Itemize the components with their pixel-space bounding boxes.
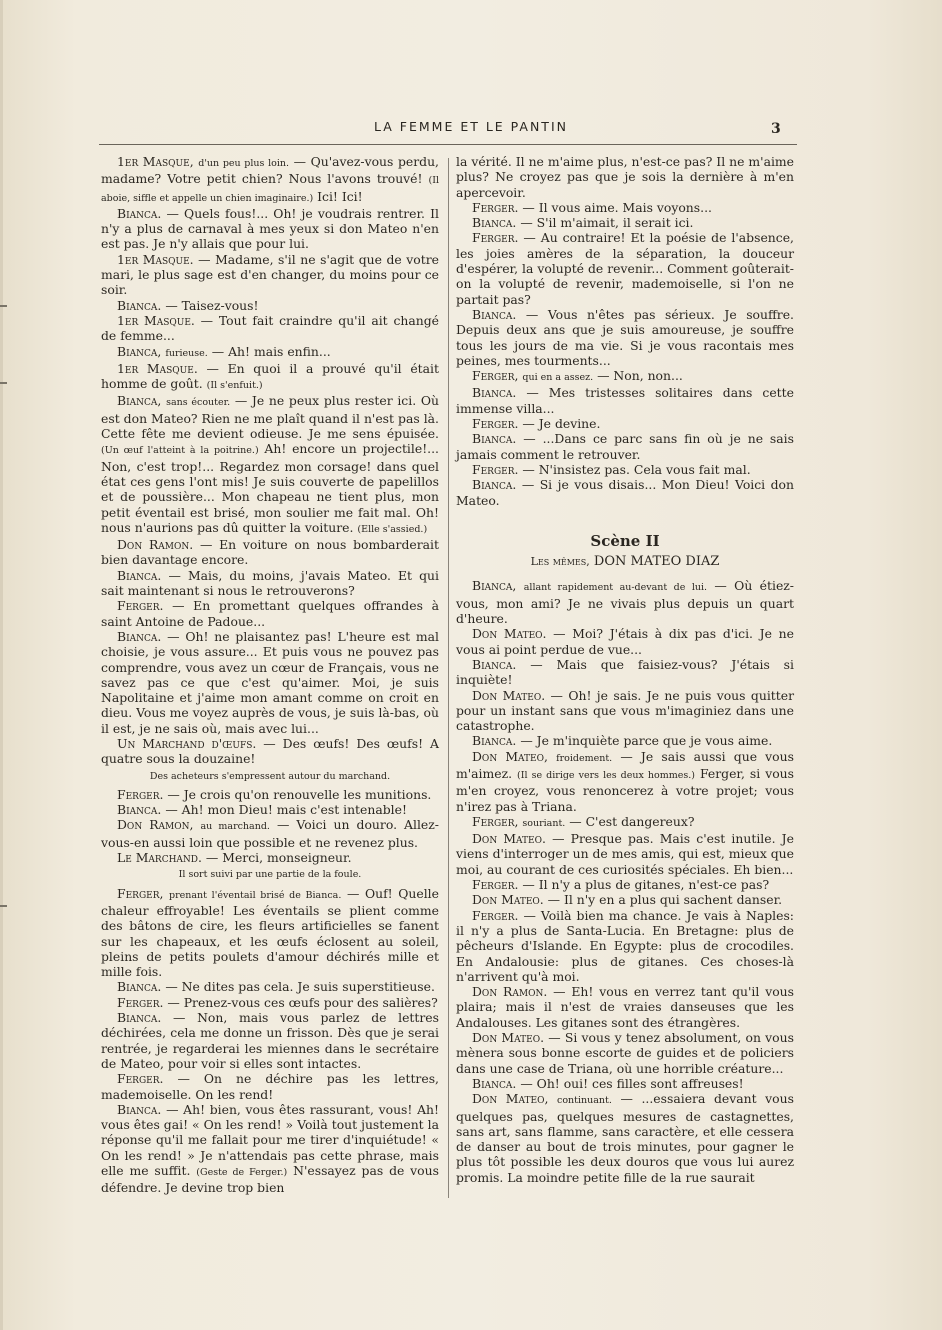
speech-text: — Oh! je sais. Je ne puis vous quitter pour un instant sans que vous m'imaginiez dans une catastrophe. bbox=[456, 687, 794, 734]
speech-text: — Non, mais vous parlez de lettres déchirées, cela me donne un frisson. Dès que je serai rentrée, je regarderai les miennes dans le secrétaire de Mateo, pour voir si elles sont intactes. bbox=[101, 1010, 439, 1071]
speech-text: — Ne dites pas cela. Je suis superstitieuse. bbox=[165, 979, 435, 995]
speech-paragraph bbox=[101, 787, 439, 802]
speaker-note: froidement. bbox=[556, 752, 613, 764]
speech-paragraph bbox=[456, 984, 794, 1030]
speech-paragraph bbox=[101, 802, 439, 817]
speaker-name: Ferger. bbox=[472, 416, 519, 432]
speech-text: — Oh! ne plaisantez pas! L'heure est mal choisie, je vous assure... Et puis vous ne pouvez pas comprendre, vous avez un cœur de Français, vous ne savez pas ce que c'est qu'aimer. Moi, je suis Napolitaine et j'aime mon amant comme on croit en dieu. Vous me voyez auprès de vous, je suis là-bas, où il est, je ne sais où, mais avec lui... bbox=[101, 628, 439, 736]
speech-paragraph bbox=[456, 877, 794, 892]
scene-subtitle-small: Les mêmes, bbox=[530, 555, 590, 569]
speech-text: — Si je vous disais... Mon Dieu! Voici don Mateo. bbox=[456, 477, 794, 508]
speaker-name: Ferger. bbox=[117, 1071, 164, 1087]
speaker-name: Bianca, bbox=[472, 578, 517, 594]
speech-paragraph bbox=[101, 629, 439, 736]
speech-text: la vérité. Il ne m'aime plus, n'est-ce pas? Il ne m'aime plus? Ne croyez pas que je sois la dernière à m'en apercevoir. bbox=[456, 154, 794, 200]
speech-text: — Si vous y tenez absolument, on vous mènera sous bonne escorte de guides et de policiers dans une case de Triana, où une horrible créature... bbox=[456, 1030, 794, 1076]
speech-paragraph bbox=[456, 1030, 794, 1076]
speaker-name: Bianca. bbox=[117, 297, 162, 313]
speech-text: — Au contraire! Et la poésie de l'absence, les joies amères de la séparation, la douceur d'espérer, la volupté de revenir... Comment goûterait-on la volupté de revenir, mademoiselle, si l'on ne partait pas? bbox=[456, 230, 794, 307]
speaker-name: Don Mateo. bbox=[472, 626, 547, 642]
speech-text: — Tout fait craindre qu'il ait changé de femme... bbox=[101, 312, 439, 344]
speaker-name: Ferger, bbox=[472, 813, 519, 829]
running-title: LA FEMME ET LE PANTIN bbox=[374, 119, 568, 134]
speech-text: — ...essaiera devant vous quelques pas, quelques mesures de castagnettes, sans art, sans flamme, sans caractère, et elle cessera de danser au bout de trois minutes, pour gagner le plus tôt possible les deux douros que vous lui aurez promis. La moindre petite fille de la rue saurait bbox=[456, 1091, 794, 1185]
speech-text: — S'il m'aimait, il serait ici. bbox=[520, 215, 694, 231]
speech-paragraph bbox=[456, 230, 794, 306]
speaker-name: Ferger, bbox=[472, 368, 519, 384]
stage-direction: Il sort suivi par une partie de la foule. bbox=[178, 869, 362, 881]
speaker-name: Bianca. bbox=[472, 306, 517, 322]
speech-text: — Qu'avez-vous perdu, madame? Votre petit chien? Nous l'avons trouvé! bbox=[101, 154, 439, 187]
speech-paragraph bbox=[456, 733, 794, 748]
speaker-name: Bianca. bbox=[472, 431, 517, 447]
speech-text: — Voilà bien ma chance. Je vais à Naples: il n'y a plus de Santa-Lucia. En Bretagne: plus de pêcheurs d'Islande. En Egypte: plus de crocodiles. En Andalousie: plus de gitanes. Ces choses-là n'arrivent qu'à moi. bbox=[456, 907, 794, 984]
speaker-name: Bianca. bbox=[117, 1101, 162, 1117]
speech-text: — Prenez-vous ces œufs pour des salières? bbox=[167, 994, 438, 1010]
speech-text: — Il n'y en a plus qui sachent danser. bbox=[547, 892, 783, 908]
speaker-name: Bianca. bbox=[117, 205, 162, 221]
speaker-name: Don Mateo. bbox=[472, 831, 546, 847]
speech-paragraph bbox=[101, 537, 439, 568]
speech-paragraph bbox=[101, 393, 439, 537]
speech-paragraph bbox=[456, 200, 794, 215]
speaker-name: Bianca. bbox=[117, 979, 162, 995]
speaker-name: Don Ramon. bbox=[117, 537, 194, 553]
speech-paragraph bbox=[456, 477, 794, 508]
speech-text: Ici! Ici! bbox=[317, 188, 363, 204]
right-column bbox=[456, 154, 794, 1185]
speaker-name: Bianca. bbox=[472, 656, 517, 672]
speech-text: — Voici un douro. Allez-vous-en aussi loin que possible et ne revenez plus. bbox=[101, 817, 439, 850]
speech-paragraph bbox=[101, 313, 439, 344]
speaker-name: Un Marchand d'œufs. bbox=[117, 735, 257, 751]
inline-stage-direction: (Il se dirige vers les deux hommes.) bbox=[517, 769, 695, 781]
speech-paragraph bbox=[101, 736, 439, 767]
speech-text: — On ne déchire pas les lettres, mademoiselle. On les rend! bbox=[101, 1071, 439, 1102]
speech-paragraph bbox=[101, 298, 439, 313]
page-number: 3 bbox=[771, 121, 781, 137]
speech-text: N'essayez pas de vous défendre. Je devine trop bien bbox=[101, 1163, 439, 1196]
speaker-note: prenant l'éventail brisé de Bianca. bbox=[169, 889, 342, 901]
speech-text: — Il n'y a plus de gitanes, n'est-ce pas? bbox=[522, 877, 770, 893]
speech-paragraph bbox=[456, 831, 794, 877]
speech-paragraph bbox=[101, 598, 439, 629]
speaker-name: Ferger. bbox=[117, 994, 164, 1010]
speech-paragraph bbox=[456, 1076, 794, 1091]
speech-text: — Madame, s'il ne s'agit que de votre mari, le plus sage est d'en changer, du moins pour ce soir. bbox=[101, 251, 439, 298]
speaker-name: Bianca, bbox=[117, 343, 162, 359]
speaker-note: d'un peu plus loin. bbox=[198, 158, 290, 169]
speaker-name: Bianca. bbox=[472, 385, 517, 401]
speech-paragraph bbox=[101, 817, 439, 850]
speaker-name: Bianca. bbox=[117, 802, 162, 818]
speech-text: — Ah! mais enfin... bbox=[211, 343, 331, 359]
speech-text: — Merci, monseigneur. bbox=[205, 850, 352, 866]
speaker-name: Bianca. bbox=[117, 567, 162, 583]
speech-text: — Ah! bien, vous êtes rassurant, vous! Ah! vous êtes gai! « On les rend! » Voilà tout justement la réponse qu'il me fallait pour me tirer d'inquiétude! « On les rend! » Je n'attendais pas cette phrase, mais elle me suffit. bbox=[101, 1101, 439, 1178]
speech-paragraph bbox=[101, 979, 439, 994]
speech-paragraph bbox=[101, 344, 439, 361]
speech-paragraph bbox=[456, 688, 794, 734]
speech-paragraph bbox=[456, 892, 794, 907]
inline-stage-direction: (Il s'enfuit.) bbox=[206, 380, 263, 392]
speaker-name: Bianca. bbox=[117, 1010, 162, 1026]
speech-text: — Je sais aussi que vous m'aimez. bbox=[456, 748, 794, 781]
speaker-note: continuant. bbox=[557, 1095, 612, 1107]
speech-text: Ferger, si vous m'en croyez, vous renoncerez à votre projet; vous n'irez pas à Triana. bbox=[456, 765, 794, 814]
speech-paragraph bbox=[101, 1071, 439, 1102]
speech-paragraph bbox=[101, 252, 439, 298]
speech-text: — En promettant quelques offrandes à saint Antoine de Padoue... bbox=[101, 598, 439, 629]
header-rule bbox=[99, 144, 797, 145]
scene-subtitle bbox=[456, 554, 794, 569]
speaker-name: Bianca. bbox=[472, 477, 517, 493]
speaker-name: Bianca. bbox=[472, 1075, 517, 1091]
speaker-name: Bianca. bbox=[472, 733, 517, 749]
binding-mark bbox=[0, 382, 7, 384]
scene-title: Scène II bbox=[590, 531, 660, 550]
speech-paragraph bbox=[101, 206, 439, 252]
speech-paragraph bbox=[101, 850, 439, 865]
speaker-name: Ferger. bbox=[472, 230, 519, 246]
speaker-note: sans écouter. bbox=[166, 397, 231, 409]
inline-stage-direction: (Geste de Ferger.) bbox=[196, 1167, 288, 1178]
speaker-note: furieuse. bbox=[165, 347, 208, 359]
inline-stage-direction: (Elle s'assied.) bbox=[357, 523, 428, 535]
speech-paragraph bbox=[456, 215, 794, 230]
speech-text: — Quels fous!... Oh! je voudrais rentrer. Il n'y a plus de carnaval à mes yeux si don Mateo n'en est pas. Je n'y allais que pour lui. bbox=[101, 205, 439, 252]
speaker-name: Ferger, bbox=[117, 885, 164, 901]
speech-paragraph bbox=[456, 307, 794, 368]
speech-paragraph bbox=[456, 578, 794, 626]
stage-direction: Des acheteurs s'empressent autour du marchand. bbox=[149, 770, 391, 782]
speaker-name: 1er Masque. bbox=[117, 251, 194, 267]
speaker-name: Bianca. bbox=[117, 628, 162, 644]
speech-paragraph bbox=[456, 626, 794, 657]
speaker-name: Le Marchand. bbox=[117, 850, 202, 866]
speaker-name: Don Mateo. bbox=[472, 892, 544, 908]
speech-paragraph bbox=[456, 416, 794, 431]
speaker-name: Ferger. bbox=[472, 461, 519, 477]
speech-paragraph bbox=[101, 886, 439, 980]
speech-text: — Mais que faisiez-vous? J'étais si inquiète! bbox=[456, 656, 794, 688]
speech-paragraph bbox=[101, 568, 439, 599]
speech-text: — Ah! mon Dieu! mais c'est intenable! bbox=[165, 802, 407, 818]
speech-text: — Mais, du moins, j'avais Mateo. Et qui sait maintenant si nous le retrouverons? bbox=[101, 567, 439, 599]
speaker-name: Bianca, bbox=[117, 393, 162, 409]
speaker-note: au marchand. bbox=[200, 821, 270, 833]
speech-text: — Oh! oui! ces filles sont affreuses! bbox=[520, 1075, 744, 1091]
speaker-name: 1er Masque. bbox=[117, 312, 195, 328]
binding-mark bbox=[0, 305, 7, 307]
speech-text: — En voiture on nous bombarderait bien davantage encore. bbox=[101, 537, 439, 568]
speech-paragraph bbox=[101, 154, 439, 206]
inline-stage-direction: (Un œuf l'atteint à la poitrine.) bbox=[101, 445, 259, 457]
speech-text: — C'est dangereux? bbox=[569, 813, 695, 829]
speech-paragraph bbox=[456, 749, 794, 814]
speech-text: — Où étiez-vous, mon ami? Je ne vivais plus depuis un quart d'heure. bbox=[456, 578, 794, 627]
binding-mark bbox=[0, 905, 7, 907]
speech-text: — Des œufs! Des œufs! A quatre sous la douzaine! bbox=[101, 735, 439, 767]
speaker-name: Bianca. bbox=[472, 215, 517, 231]
speaker-name: Don Mateo, bbox=[472, 748, 548, 764]
speaker-name: Ferger. bbox=[472, 907, 519, 923]
speech-text: — Ouf! Quelle chaleur effroyable! Les éventails se plient comme des bâtons de cire, les fleurs artificielles se fanent sur les chapeaux, et les œufs éclosent au soleil, pleins de petits poulets d'amour déchirés mille et mille fois. bbox=[101, 885, 439, 980]
left-column bbox=[101, 154, 439, 1196]
speech-paragraph bbox=[456, 814, 794, 831]
speech-text: — Taisez-vous! bbox=[165, 297, 259, 313]
speech-text: — Moi? J'étais à dix pas d'ici. Je ne vous ai point perdue de vue... bbox=[456, 626, 794, 657]
speech-paragraph bbox=[101, 1102, 439, 1196]
speaker-name: Ferger. bbox=[472, 199, 519, 215]
speaker-name: Don Ramon. bbox=[472, 984, 548, 1000]
speaker-name: 1er Masque, bbox=[117, 154, 194, 169]
speech-text: — Je devine. bbox=[522, 416, 601, 432]
page-edge bbox=[0, 0, 3, 1330]
scene-subtitle-names: DON MATEO DIAZ bbox=[593, 554, 720, 570]
speech-text: — Mes tristesses solitaires dans cette immense villa... bbox=[456, 385, 794, 416]
speaker-name: 1er Masque. bbox=[117, 360, 198, 376]
speech-paragraph bbox=[456, 385, 794, 416]
speech-text: — Je ne peux plus rester ici. Où est don Mateo? Rien ne me plaît quand il n'est pas là. Cette fête me devient odieuse. Je me sens épuisée. bbox=[101, 393, 439, 442]
speaker-note: allant rapidement au-devant de lui. bbox=[523, 582, 708, 594]
speech-paragraph bbox=[101, 361, 439, 394]
speech-text: — Vous n'êtes pas sérieux. Je souffre. Depuis deux ans que je suis amoureuse, je souffre tous les jours de ma vie. Si je vous racontais mes peines, mes tourments... bbox=[456, 306, 794, 368]
speech-text: Ah! encore un projectile!... Non, c'est trop!... Regardez mon corsage! dans quel état ces gens l'ont mis! Je suis couverte de papelillos et de poussière... Mon chapeau ne tient plus, mon petit éventail est brisé, mon soulier me fait mal. Oh! nous n'aurions pas dû quitter la voiture. bbox=[101, 441, 439, 535]
speech-text: — En quoi il a prouvé qu'il était homme de goût. bbox=[101, 360, 439, 392]
speaker-note: souriant. bbox=[522, 817, 566, 829]
speaker-name: Don Mateo. bbox=[472, 687, 546, 703]
speaker-name: Don Ramon, bbox=[117, 817, 194, 833]
speech-paragraph bbox=[456, 368, 794, 385]
speaker-name: Don Mateo. bbox=[472, 1030, 545, 1046]
speech-paragraph bbox=[456, 657, 794, 688]
inline-stage-direction: (Il aboie, siffle et appelle un chien imaginaire.) bbox=[101, 175, 439, 204]
speaker-name: Don Mateo, bbox=[472, 1091, 549, 1107]
speaker-name: Ferger. bbox=[472, 877, 519, 893]
speech-paragraph bbox=[101, 1010, 439, 1071]
speaker-note: qui en a assez. bbox=[522, 372, 594, 384]
speech-text: — Non, non... bbox=[597, 368, 683, 384]
speech-paragraph bbox=[456, 462, 794, 477]
speech-paragraph bbox=[456, 154, 794, 200]
speech-paragraph bbox=[101, 995, 439, 1010]
speaker-name: Ferger. bbox=[117, 786, 164, 802]
speech-paragraph bbox=[456, 1091, 794, 1185]
speech-text: — Je m'inquiète parce que je vous aime. bbox=[520, 733, 773, 749]
speech-paragraph bbox=[456, 431, 794, 462]
speaker-name: Ferger. bbox=[117, 598, 164, 614]
speech-text: — Eh! vous en verrez tant qu'il vous plaira; mais il n'est de vraies danseuses que les Andalouses. Les gitanes sont des étrangères. bbox=[456, 984, 794, 1030]
speech-text: — Il vous aime. Mais voyons... bbox=[522, 199, 712, 215]
speech-text: — Presque pas. Mais c'est inutile. Je viens d'interroger un de mes amis, qui est, mieux que moi, au courant de ces curiosités spéciales. Eh bien... bbox=[456, 831, 794, 877]
speech-text: — ...Dans ce parc sans fin où je ne sais jamais comment le retrouver. bbox=[456, 431, 794, 462]
speech-text: — N'insistez pas. Cela vous fait mal. bbox=[522, 461, 751, 477]
speech-text: — Je crois qu'on renouvelle les munitions. bbox=[167, 786, 432, 802]
speech-paragraph bbox=[456, 908, 794, 984]
